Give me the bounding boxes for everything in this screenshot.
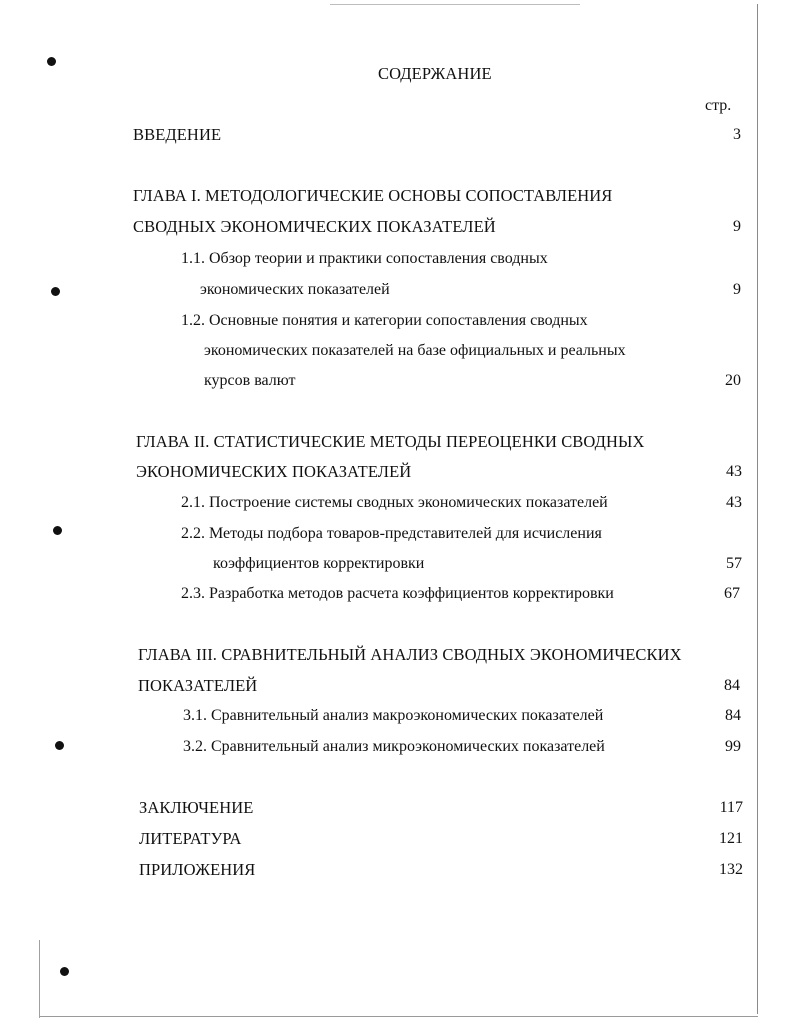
punch-hole-mark [53,526,62,535]
section-2-2-line2: коэффициентов корректировки [213,555,425,572]
section-2-1-line1: 2.1. Построение системы сводных экономических показателей [181,494,608,511]
page-number: 84 [724,677,740,694]
chapter-1-title-line2: СВОДНЫХ ЭКОНОМИЧЕСКИХ ПОКАЗАТЕЛЕЙ [133,217,496,236]
toc-entry-literature: ЛИТЕРАТУРА [139,829,242,848]
page-number: 43 [726,494,742,511]
page-number: 132 [719,861,743,878]
chapter-3-title-line2: ПОКАЗАТЕЛЕЙ [138,676,258,695]
section-1-1-line2: экономических показателей [200,281,390,298]
toc-entry-conclusion: ЗАКЛЮЧЕНИЕ [139,798,254,817]
page-number: 9 [733,218,741,235]
scan-edge-left [39,940,40,1018]
page-number: 20 [725,372,741,389]
scan-edge-bottom [40,1016,758,1017]
punch-hole-mark [60,967,69,976]
toc-entry-appendices: ПРИЛОЖЕНИЯ [139,860,256,879]
chapter-2-title-line1: ГЛАВА II. СТАТИСТИЧЕСКИЕ МЕТОДЫ ПЕРЕОЦЕНКИ СВОДНЫХ [136,432,645,451]
scan-edge-top [330,4,580,5]
chapter-2-title-line2: ЭКОНОМИЧЕСКИХ ПОКАЗАТЕЛЕЙ [136,462,412,481]
section-1-2-line3: курсов валют [204,372,296,389]
section-1-2-line2: экономических показателей на базе официальных и реальных [204,342,626,359]
chapter-3-title-line1: ГЛАВА III. СРАВНИТЕЛЬНЫЙ АНАЛИЗ СВОДНЫХ ЭКОНОМИЧЕСКИХ [138,645,682,664]
punch-hole-mark [47,57,56,66]
section-1-1-line1: 1.1. Обзор теории и практики сопоставления сводных [181,250,548,267]
section-3-1-line1: 3.1. Сравнительный анализ макроэкономических показателей [183,707,604,724]
page-number: 67 [724,585,740,602]
punch-hole-mark [55,741,64,750]
punch-hole-mark [51,287,60,296]
section-1-2-line1: 1.2. Основные понятия и категории сопоставления сводных [181,312,588,329]
toc-entry-intro: ВВЕДЕНИЕ [133,125,222,144]
page-number: 57 [726,555,742,572]
page-number: 9 [733,281,741,298]
page-number: 99 [725,738,741,755]
section-3-2-line1: 3.2. Сравнительный анализ микроэкономических показателей [183,738,605,755]
page-number: 121 [719,830,743,847]
section-2-2-line1: 2.2. Методы подбора товаров-представителей для исчисления [181,525,602,542]
page-number: 43 [726,463,742,480]
page-number: 84 [725,707,741,724]
scan-edge-right [757,4,758,1014]
page-column-label: стр. [705,97,732,114]
page-number: 3 [733,126,741,143]
section-2-3-line1: 2.3. Разработка методов расчета коэффициентов корректировки [181,585,614,602]
toc-title: СОДЕРЖАНИЕ [378,64,492,83]
page-number: 117 [719,799,743,816]
chapter-1-title-line1: ГЛАВА I. МЕТОДОЛОГИЧЕСКИЕ ОСНОВЫ СОПОСТАВЛЕНИЯ [133,186,613,205]
